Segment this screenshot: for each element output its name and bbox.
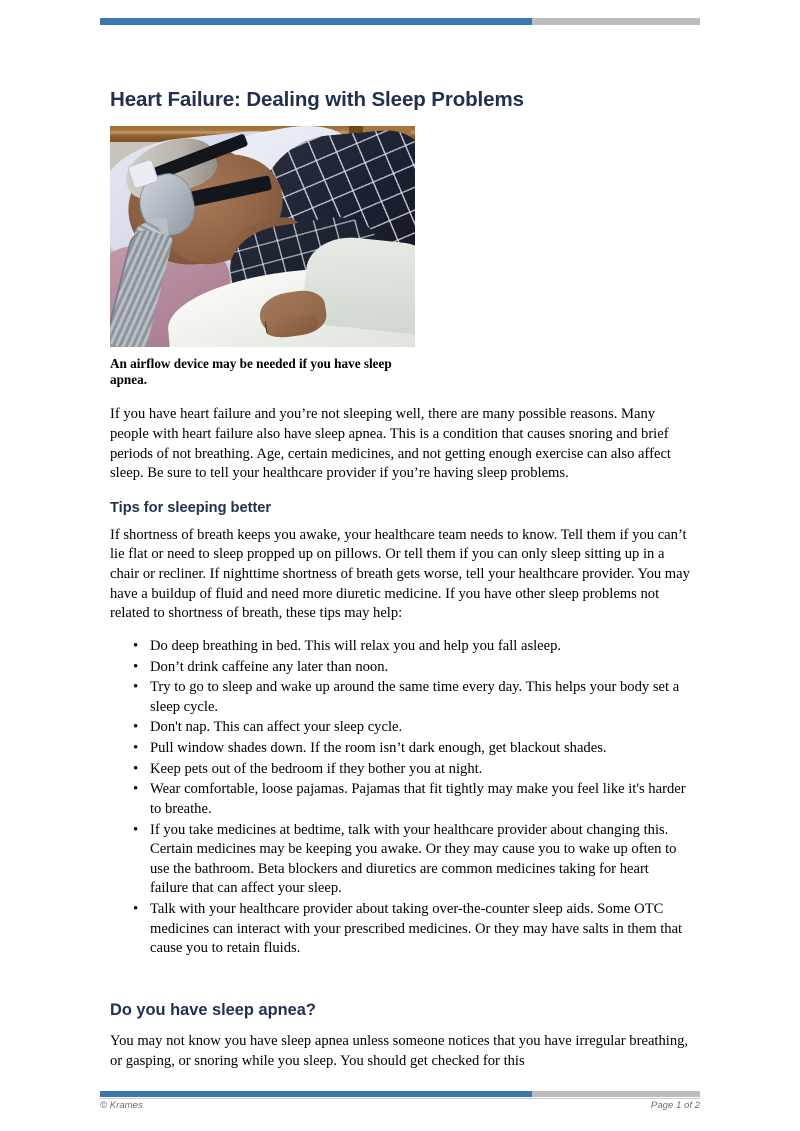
list-item: • Don’t drink caffeine any later than noon.: [150, 658, 690, 678]
list-item: • Talk with your healthcare provider about taking over-the-counter sleep aids. Some OTC medicines can interact with your prescribed medicines. Or they may have salts in them that cause you to retain fluids.: [150, 900, 690, 959]
document-content: [110, 88, 690, 1084]
footer-progress-rule: [100, 1091, 700, 1097]
intro-paragraph: If you have heart failure and you’re not sleeping well, there are many possible reasons. Many people with heart failure also have sleep apnea. This is a condition that causes snoring and brief periods of not breathing. Age, certain medicines, and not getting enough exercise can also affect sleep. Be sure to tell your healthcare provider if you’re having sleep problems.: [110, 406, 671, 482]
list-item: • Pull window shades down. If the room isn’t dark enough, get blackout shades.: [150, 739, 690, 759]
list-item: • If you take medicines at bedtime, talk with your healthcare provider about changing this. Certain medicines may be keeping you awake. Or they may cause you to wake up often to use the bathroom. Beta blockers and diuretics are common medicines taking for heart failure that can affect your sleep.: [150, 821, 690, 900]
footer-divider: [100, 1098, 700, 1099]
tips-list: [110, 637, 690, 959]
sleep-apnea-paragraph: You may not know you have sleep apnea unless someone notices that you have irregular breathing, or gasping, or snoring while you sleep. You should get checked for this: [110, 1032, 689, 1069]
footer-page-number: Page 1 of 2: [650, 1100, 700, 1111]
list-item: • Wear comfortable, loose pajamas. Pajamas that fit tightly may make you feel like it's harder to breathe.: [150, 780, 690, 819]
section-heading-tips: Tips for sleeping better: [110, 499, 272, 516]
list-item: • Do deep breathing in bed. This will relax you and help you fall asleep.: [150, 637, 690, 657]
list-item: • Keep pets out of the bedroom if they bother you at night.: [150, 760, 690, 780]
list-item: • Don't nap. This can affect your sleep cycle.: [150, 718, 690, 738]
article-photo: [110, 126, 415, 347]
footer-rule-grey-segment: [532, 1091, 700, 1097]
page-footer: [100, 1100, 700, 1111]
page-title: Heart Failure: Dealing with Sleep Problems: [110, 88, 524, 111]
top-progress-rule: [100, 18, 700, 25]
footer-rule-blue-segment: [100, 1091, 532, 1097]
list-item: • Try to go to sleep and wake up around the same time every day. This helps your body set a sleep cycle.: [150, 678, 690, 717]
photo-caption: An airflow device may be needed if you have sleep apnea.: [110, 355, 392, 388]
section-heading-sleep-apnea: Do you have sleep apnea?: [110, 1000, 316, 1019]
cpap-sleeping-man-image: [110, 126, 415, 347]
top-rule-grey-segment: [532, 18, 700, 25]
top-rule-blue-segment: [100, 18, 532, 25]
tips-paragraph: If shortness of breath keeps you awake, your healthcare team needs to know. Tell them if you can’t lie flat or need to sleep propped up on pillows. Or tell them if you can only sleep sitting up in a chair or recliner. If nighttime shortness of breath gets worse, tell your healthcare provider. You may have a buildup of fluid and need more diuretic medicine. If you have other sleep problems not related to shortness of breath, these tips may help:: [110, 526, 690, 622]
footer-copyright: © Krames: [100, 1100, 143, 1111]
